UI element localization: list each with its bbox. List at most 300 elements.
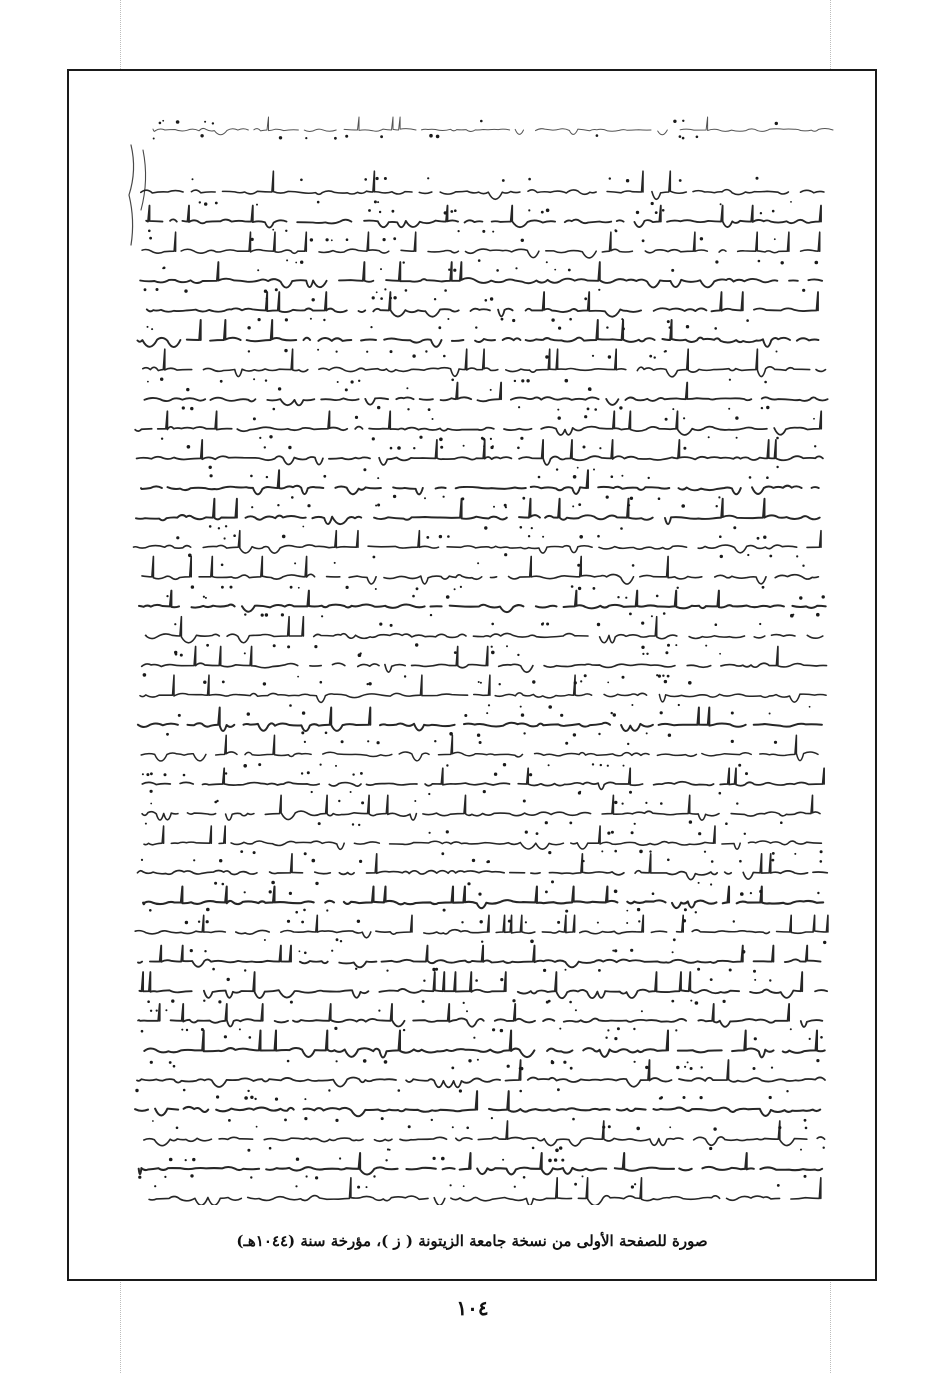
handwriting-dot bbox=[573, 733, 576, 736]
handwriting-dot bbox=[269, 435, 272, 438]
handwriting-stroke bbox=[137, 1060, 825, 1087]
handwriting-dot bbox=[695, 911, 697, 913]
handwriting-dot bbox=[467, 882, 470, 885]
handwriting-dot bbox=[282, 535, 286, 539]
handwriting-dot bbox=[583, 446, 586, 449]
handwriting-dot bbox=[385, 1159, 387, 1161]
handwriting-dot bbox=[422, 1000, 425, 1003]
handwriting-dot bbox=[623, 765, 625, 767]
handwriting-dot bbox=[433, 1157, 436, 1160]
handwriting-dot bbox=[507, 1065, 510, 1068]
handwriting-dot bbox=[491, 1117, 493, 1119]
handwriting-dot bbox=[500, 1029, 503, 1032]
handwriting-dot bbox=[247, 326, 250, 329]
handwriting-dot bbox=[230, 586, 233, 589]
handwriting-dot bbox=[475, 326, 477, 328]
handwriting-dot bbox=[266, 476, 268, 478]
handwriting-dot bbox=[331, 239, 333, 241]
handwriting-dot bbox=[159, 122, 162, 125]
handwriting-dot bbox=[568, 269, 571, 272]
handwriting-dot bbox=[675, 1029, 677, 1031]
handwriting-dot bbox=[538, 476, 541, 479]
handwriting-dot bbox=[739, 860, 742, 863]
handwriting-dot bbox=[786, 1090, 788, 1092]
handwriting-dot bbox=[665, 418, 668, 421]
handwriting-dot bbox=[373, 1175, 375, 1177]
handwriting-dot bbox=[514, 1186, 516, 1188]
handwriting-dot bbox=[258, 763, 261, 766]
handwriting-dot bbox=[532, 680, 535, 683]
handwriting-dot bbox=[436, 135, 440, 139]
handwriting-dot bbox=[203, 1000, 205, 1002]
handwriting-dot bbox=[304, 741, 306, 743]
handwriting-dot bbox=[558, 416, 561, 419]
handwriting-dot bbox=[166, 733, 169, 736]
handwriting-dot bbox=[468, 1059, 471, 1062]
handwriting-dot bbox=[491, 623, 494, 626]
handwriting-dot bbox=[790, 201, 792, 203]
handwriting-dot bbox=[363, 468, 366, 471]
handwriting-dot bbox=[190, 1174, 193, 1177]
handwriting-dot bbox=[614, 949, 617, 952]
handwriting-dot bbox=[642, 653, 644, 655]
handwriting-stroke bbox=[146, 617, 823, 643]
handwriting-dot bbox=[651, 202, 654, 205]
handwriting-dot bbox=[480, 920, 483, 923]
handwriting-dot bbox=[379, 211, 381, 213]
handwriting-dot bbox=[269, 890, 272, 893]
handwriting-dot bbox=[366, 1186, 368, 1188]
handwriting-dot bbox=[608, 355, 611, 358]
handwriting-dot bbox=[355, 968, 357, 970]
handwriting-dot bbox=[769, 713, 771, 715]
handwriting-dot bbox=[641, 1010, 643, 1012]
handwriting-dot bbox=[745, 772, 748, 775]
handwriting-dot bbox=[444, 289, 447, 292]
handwriting-dot bbox=[150, 772, 153, 775]
handwriting-dot bbox=[199, 201, 201, 203]
handwriting-dot bbox=[340, 940, 342, 942]
handwriting-dot bbox=[695, 1001, 699, 1005]
handwriting-dot bbox=[515, 267, 517, 269]
handwriting-dot bbox=[312, 298, 315, 301]
handwriting-dot bbox=[301, 731, 304, 734]
handwriting-dot bbox=[584, 674, 587, 677]
handwriting-dot bbox=[341, 740, 344, 743]
handwriting-dot bbox=[802, 289, 805, 292]
handwriting-dot bbox=[525, 831, 528, 834]
handwriting-dot bbox=[414, 800, 416, 802]
handwriting-dot bbox=[619, 406, 622, 409]
handwriting-dot bbox=[147, 381, 149, 383]
handwriting-dot bbox=[299, 950, 301, 952]
handwriting-dot bbox=[646, 732, 648, 734]
handwriting-dot bbox=[135, 1089, 138, 1092]
handwriting-dot bbox=[367, 683, 369, 685]
handwriting-dot bbox=[439, 535, 442, 538]
handwriting-dot bbox=[244, 969, 246, 971]
handwriting-dot bbox=[525, 921, 527, 923]
handwriting-stroke bbox=[142, 556, 818, 584]
handwriting-dot bbox=[772, 859, 775, 862]
handwriting-dot bbox=[646, 653, 648, 655]
handwriting-dot bbox=[376, 177, 379, 180]
handwriting-dot bbox=[297, 676, 299, 678]
handwriting-dot bbox=[248, 350, 250, 352]
handwriting-dot bbox=[265, 379, 267, 381]
handwriting-dot bbox=[310, 318, 312, 320]
handwriting-dot bbox=[753, 970, 756, 973]
handwriting-dot bbox=[771, 1067, 773, 1069]
handwriting-dot bbox=[439, 438, 443, 442]
handwriting-dot bbox=[367, 740, 369, 742]
handwriting-dot bbox=[592, 355, 594, 357]
handwriting-dot bbox=[366, 351, 368, 353]
handwriting-dot bbox=[301, 921, 304, 924]
handwriting-dot bbox=[696, 136, 699, 139]
handwriting-dot bbox=[639, 850, 643, 854]
handwriting-dot bbox=[671, 1000, 674, 1003]
handwriting-dot bbox=[373, 556, 376, 559]
handwriting-dot bbox=[503, 763, 506, 766]
handwriting-dot bbox=[377, 477, 379, 479]
handwriting-dot bbox=[593, 469, 595, 471]
handwriting-dot bbox=[206, 920, 209, 923]
handwriting-dot bbox=[176, 536, 179, 539]
handwriting-stroke bbox=[128, 499, 820, 524]
handwriting-stroke bbox=[141, 150, 146, 210]
handwriting-dot bbox=[571, 585, 574, 588]
handwriting-dot bbox=[823, 941, 826, 944]
handwriting-dot bbox=[454, 651, 457, 654]
handwriting-dot bbox=[466, 1010, 468, 1012]
handwriting-dot bbox=[271, 881, 275, 885]
handwriting-dot bbox=[559, 1146, 562, 1149]
handwriting-dot bbox=[744, 833, 746, 835]
handwriting-dot bbox=[546, 1001, 549, 1004]
handwriting-dot bbox=[284, 349, 287, 352]
handwriting-dot bbox=[565, 379, 569, 383]
handwriting-dot bbox=[479, 741, 482, 744]
handwriting-stroke bbox=[144, 826, 821, 849]
handwriting-dot bbox=[451, 1067, 454, 1070]
handwriting-dot bbox=[656, 595, 659, 598]
handwriting-dot bbox=[631, 831, 634, 834]
handwriting-dot bbox=[531, 527, 533, 529]
handwriting-dot bbox=[261, 614, 264, 617]
handwriting-dot bbox=[190, 949, 193, 952]
handwriting-dot bbox=[607, 765, 609, 767]
handwriting-dot bbox=[628, 504, 630, 506]
handwriting-dot bbox=[557, 921, 560, 924]
handwriting-dot bbox=[191, 585, 194, 588]
handwriting-stroke bbox=[140, 262, 822, 288]
handwriting-stroke bbox=[139, 972, 827, 998]
handwriting-dot bbox=[667, 320, 670, 323]
handwriting-dot bbox=[522, 497, 525, 500]
handwriting-dot bbox=[453, 269, 456, 272]
handwriting-dot bbox=[545, 821, 548, 824]
handwriting-dot bbox=[287, 920, 290, 923]
handwriting-dot bbox=[555, 1149, 559, 1153]
handwriting-dot bbox=[520, 437, 523, 440]
handwriting-dot bbox=[710, 978, 713, 981]
handwriting-stroke bbox=[143, 887, 823, 909]
handwriting-dot bbox=[501, 318, 504, 321]
handwriting-dot bbox=[364, 178, 367, 181]
handwriting-dot bbox=[665, 651, 668, 654]
handwriting-dot bbox=[381, 1117, 384, 1120]
handwriting-dot bbox=[645, 802, 647, 804]
handwriting-dot bbox=[253, 851, 256, 854]
handwriting-dot bbox=[289, 892, 292, 895]
handwriting-dot bbox=[679, 135, 682, 138]
handwriting-dot bbox=[224, 1035, 227, 1038]
handwriting-dot bbox=[561, 1159, 564, 1162]
handwriting-dot bbox=[393, 495, 396, 498]
handwriting-dot bbox=[406, 387, 408, 389]
handwriting-dot bbox=[286, 259, 288, 261]
handwriting-dot bbox=[736, 437, 738, 439]
handwriting-dot bbox=[141, 859, 143, 861]
handwriting-dot bbox=[526, 379, 529, 382]
handwriting-dot bbox=[627, 743, 629, 745]
handwriting-dot bbox=[630, 949, 633, 952]
handwriting-dot bbox=[412, 354, 415, 357]
handwriting-dot bbox=[154, 1185, 156, 1187]
handwriting-dot bbox=[542, 536, 544, 538]
handwriting-dot bbox=[472, 859, 475, 862]
handwriting-dot bbox=[626, 179, 629, 182]
handwriting-dot bbox=[169, 1158, 173, 1162]
handwriting-dot bbox=[592, 763, 594, 765]
handwriting-dot bbox=[443, 355, 446, 358]
handwriting-dot bbox=[634, 1061, 636, 1063]
handwriting-dot bbox=[393, 296, 396, 299]
handwriting-dot bbox=[506, 645, 508, 647]
handwriting-dot bbox=[671, 269, 674, 272]
handwriting-dot bbox=[206, 644, 209, 647]
handwriting-dot bbox=[377, 504, 380, 507]
handwriting-dot bbox=[790, 1028, 792, 1030]
handwriting-dot bbox=[336, 938, 339, 941]
handwriting-dot bbox=[295, 1185, 297, 1187]
handwriting-dot bbox=[306, 1175, 308, 1177]
handwriting-dot bbox=[150, 1010, 152, 1012]
handwriting-dot bbox=[355, 416, 358, 419]
handwriting-stroke bbox=[141, 171, 824, 199]
handwriting-dot bbox=[714, 327, 717, 330]
handwriting-dot bbox=[428, 793, 430, 795]
handwriting-dot bbox=[664, 680, 667, 683]
handwriting-dot bbox=[310, 238, 313, 241]
handwriting-dot bbox=[574, 1183, 577, 1186]
handwriting-dot bbox=[572, 1118, 575, 1121]
handwriting-dot bbox=[304, 1098, 306, 1100]
handwriting-dot bbox=[173, 1065, 176, 1068]
handwriting-dot bbox=[672, 408, 674, 410]
handwriting-dot bbox=[220, 380, 223, 383]
handwriting-dot bbox=[764, 381, 767, 384]
handwriting-dot bbox=[336, 1060, 338, 1062]
handwriting-dot bbox=[210, 474, 213, 477]
handwriting-dot bbox=[219, 859, 222, 862]
handwriting-stroke bbox=[144, 383, 827, 406]
handwriting-dot bbox=[611, 712, 613, 714]
handwriting-dot bbox=[593, 587, 596, 590]
handwriting-dot bbox=[151, 328, 153, 330]
handwriting-dot bbox=[187, 445, 191, 449]
handwriting-dot bbox=[454, 209, 457, 212]
handwriting-dot bbox=[711, 860, 714, 863]
handwriting-dot bbox=[273, 408, 276, 411]
handwriting-dot bbox=[520, 1067, 523, 1070]
handwriting-dot bbox=[152, 1120, 154, 1122]
handwriting-dot bbox=[480, 682, 482, 684]
handwriting-dot bbox=[431, 1119, 433, 1121]
handwriting-dot bbox=[740, 892, 744, 896]
handwriting-dot bbox=[161, 438, 163, 440]
handwriting-dot bbox=[351, 380, 354, 383]
handwriting-dot bbox=[658, 497, 661, 500]
handwriting-dot bbox=[478, 681, 480, 683]
handwriting-dot bbox=[677, 587, 679, 589]
handwriting-dot bbox=[361, 801, 364, 804]
handwriting-dot bbox=[611, 831, 614, 834]
handwriting-dot bbox=[338, 800, 340, 802]
handwriting-dot bbox=[750, 892, 752, 894]
handwriting-dot bbox=[622, 327, 625, 330]
handwriting-dot bbox=[460, 586, 462, 588]
handwriting-dot bbox=[478, 893, 481, 896]
handwriting-dot bbox=[183, 1089, 186, 1092]
handwriting-dot bbox=[735, 416, 738, 419]
handwriting-dot bbox=[698, 882, 700, 884]
handwriting-dot bbox=[570, 1067, 573, 1070]
handwriting-dot bbox=[192, 178, 194, 180]
handwriting-dot bbox=[390, 447, 393, 450]
handwriting-dot bbox=[346, 238, 349, 241]
handwriting-dot bbox=[718, 496, 720, 498]
handwriting-dot bbox=[705, 645, 707, 647]
handwriting-dot bbox=[300, 179, 303, 182]
handwriting-dot bbox=[335, 1119, 338, 1122]
handwriting-dot bbox=[380, 268, 382, 270]
handwriting-dot bbox=[554, 1158, 557, 1161]
handwriting-dot bbox=[596, 134, 599, 137]
handwriting-dot bbox=[198, 921, 200, 923]
handwriting-dot bbox=[536, 832, 539, 835]
handwriting-dot bbox=[723, 1000, 726, 1003]
handwriting-dot bbox=[346, 586, 349, 589]
handwriting-dot bbox=[434, 298, 436, 300]
handwriting-dot bbox=[264, 446, 266, 448]
handwriting-dot bbox=[215, 202, 218, 205]
handwriting-dot bbox=[679, 179, 682, 182]
handwriting-dot bbox=[438, 326, 441, 329]
handwriting-dot bbox=[605, 1037, 607, 1039]
handwriting-dot bbox=[608, 1125, 611, 1128]
handwriting-dot bbox=[284, 1119, 287, 1122]
handwriting-dot bbox=[649, 850, 651, 852]
handwriting-dot bbox=[459, 1089, 462, 1092]
handwriting-dot bbox=[683, 417, 685, 419]
handwriting-dot bbox=[769, 555, 772, 558]
handwriting-dot bbox=[393, 237, 396, 240]
handwriting-dot bbox=[204, 202, 207, 205]
handwriting-dot bbox=[427, 177, 429, 179]
manuscript-handwriting-image bbox=[113, 100, 848, 1205]
handwriting-dot bbox=[345, 388, 348, 391]
handwriting-dot bbox=[212, 968, 215, 971]
handwriting-dot bbox=[600, 764, 602, 766]
handwriting-stroke bbox=[135, 647, 826, 673]
handwriting-dot bbox=[756, 177, 759, 180]
handwriting-dot bbox=[683, 1096, 686, 1099]
handwriting-dot bbox=[518, 406, 520, 408]
handwriting-dot bbox=[641, 646, 644, 649]
handwriting-dot bbox=[573, 475, 577, 479]
handwriting-dot bbox=[209, 466, 212, 469]
handwriting-dot bbox=[514, 380, 516, 382]
handwriting-dot bbox=[617, 596, 619, 598]
handwriting-dot bbox=[203, 596, 205, 598]
handwriting-dot bbox=[146, 773, 149, 776]
handwriting-dot bbox=[486, 712, 488, 714]
handwriting-dot bbox=[407, 408, 409, 410]
handwriting-dot bbox=[358, 653, 362, 657]
handwriting-dot bbox=[658, 675, 661, 678]
handwriting-dot bbox=[404, 675, 406, 677]
handwriting-dot bbox=[336, 351, 338, 353]
handwriting-dot bbox=[542, 622, 544, 624]
handwriting-dot bbox=[557, 409, 559, 411]
handwriting-dot bbox=[689, 820, 692, 823]
handwriting-dot bbox=[778, 1126, 781, 1129]
handwriting-stroke bbox=[131, 675, 826, 702]
handwriting-dot bbox=[138, 1176, 141, 1179]
handwriting-dot bbox=[390, 350, 393, 353]
handwriting-dot bbox=[375, 588, 377, 590]
handwriting-dot bbox=[776, 351, 778, 353]
handwriting-dot bbox=[205, 597, 207, 599]
handwriting-dot bbox=[416, 587, 419, 590]
handwriting-dot bbox=[612, 950, 614, 952]
handwriting-dot bbox=[545, 891, 548, 894]
handwriting-dot bbox=[541, 211, 544, 214]
handwriting-dot bbox=[492, 1028, 495, 1031]
handwriting-dot bbox=[587, 408, 590, 411]
handwriting-dot bbox=[258, 318, 261, 321]
handwriting-dot bbox=[589, 389, 591, 391]
handwriting-dot bbox=[298, 587, 300, 589]
handwriting-dot bbox=[301, 772, 303, 774]
handwriting-dot bbox=[291, 496, 294, 499]
handwriting-dot bbox=[452, 1126, 454, 1128]
handwriting-dot bbox=[709, 1147, 712, 1150]
handwriting-dot bbox=[663, 612, 666, 615]
handwriting-dot bbox=[480, 120, 483, 123]
handwriting-dot bbox=[174, 623, 176, 625]
handwriting-dot bbox=[813, 418, 815, 420]
handwriting-dot bbox=[682, 120, 684, 122]
handwriting-dot bbox=[529, 773, 532, 776]
handwriting-dot bbox=[631, 1185, 634, 1188]
handwriting-dot bbox=[736, 802, 738, 804]
handwriting-dot bbox=[259, 437, 261, 439]
handwriting-dot bbox=[448, 269, 450, 271]
handwriting-dot bbox=[461, 921, 463, 923]
